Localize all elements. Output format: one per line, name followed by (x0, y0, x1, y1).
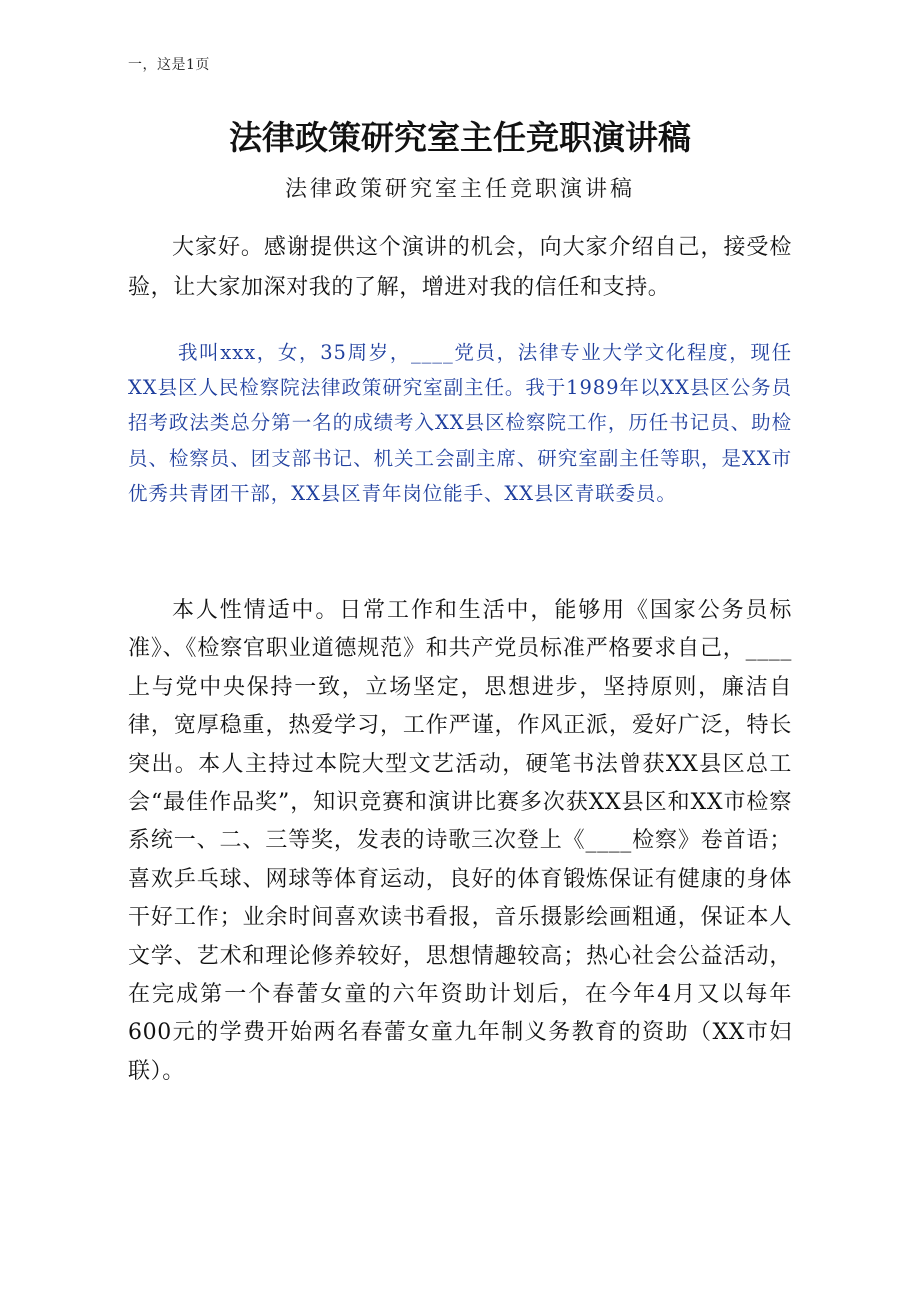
paragraph-greeting: 大家好。感谢提供这个演讲的机会，向大家介绍自己，接受检验，让大家加深对我的了解，增进对我的信任和支持。 (128, 235, 792, 300)
document-title: 法律政策研究室主任竞职演讲稿 (229, 118, 691, 157)
paragraph-self-introduction: 我叫xxx，女，35周岁，____党员，法律专业大学文化程度，现任XX县区人民检察院法律政策研究室副主任。我于1989年以XX县区公务员招考政法类总分第一名的成绩考入XX县区检察院工作，历任书记员、助检员、检察员、团支部书记、机关工会副主席、研究室副主任等职，是XX市优秀共青团干部，XX县区青年岗位能手、XX县区青联委员。 (128, 341, 792, 505)
page-header-note: 一，这是1页 (128, 57, 210, 73)
document-subtitle: 法律政策研究室主任竞职演讲稿 (284, 177, 635, 202)
paragraph-personal-qualities: 本人性情适中。日常工作和生活中，能够用《国家公务员标准》、《检察官职业道德规范》和共产党员标准严格要求自己，____上与党中央保持一致，立场坚定，思想进步，坚持原则，廉洁自律，宽厚稳重，热爱学习，工作严谨，作风正派，爱好广泛，特长突出。本人主持过本院大型文艺活动，硬笔书法曾获XX县区总工会“最佳作品奖”，知识竞赛和演讲比赛多次获XX县区和XX市检察系统一、二、三等奖，发表的诗歌三次登上《____检察》卷首语；喜欢乒乓球、网球等体育运动，良好的体育锻炼保证有健康的身体干好工作；业余时间喜欢读书看报，音乐摄影绘画粗通，保证本人文学、艺术和理论修养较好，思想情趣较高；热心社会公益活动，在完成第一个春蕾女童的六年资助计划后，在今年4月又以每年600元的学费开始两名春蕾女童九年制义务教育的资助（XX市妇联）。 (128, 598, 792, 1084)
